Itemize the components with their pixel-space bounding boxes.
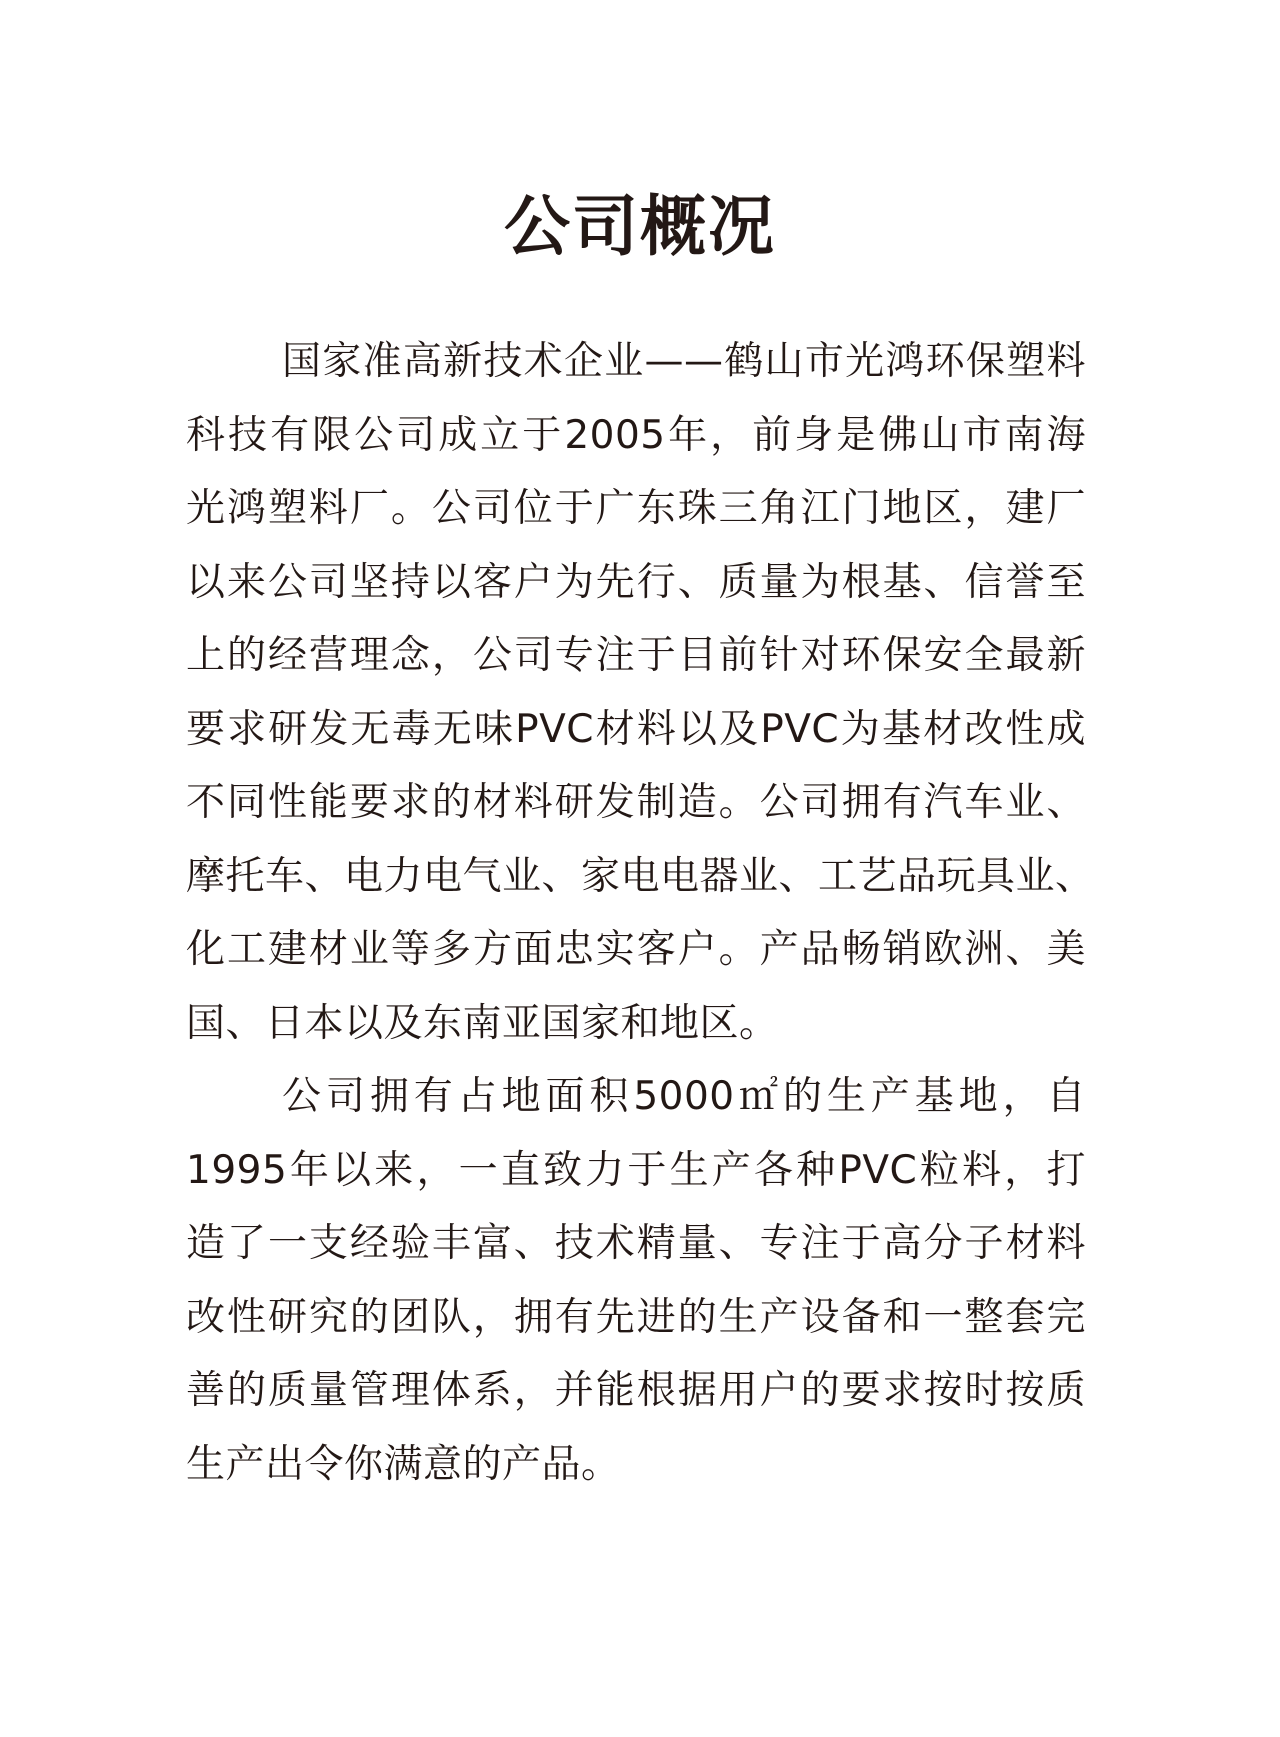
text-line: 上的经营理念，公司专注于目前针对环保安全最新	[186, 633, 1086, 678]
text-line: 化工建材业等多方面忠实客户。产品畅销欧洲、美	[186, 927, 1086, 972]
text-line: 造了一支经验丰富、技术精量、专注于高分子材料	[186, 1221, 1086, 1266]
text-line: 要求研发无毒无味PVC材料以及PVC为基材改性成	[186, 706, 1086, 752]
text-line: 公司拥有占地面积5000㎡的生产基地，自	[282, 1074, 1086, 1119]
page-title: 公司概况	[504, 188, 776, 265]
paragraph-company-intro	[186, 325, 1095, 1060]
text-line: 1995年以来，一直致力于生产各种PVC粒料，打	[186, 1147, 1086, 1193]
text-line: 生产出令你满意的产品。	[186, 1441, 621, 1487]
text-line: 光鸿塑料厂。公司位于广东珠三角江门地区，建厂	[186, 486, 1086, 531]
text-line: 不同性能要求的材料研发制造。公司拥有汽车业、	[186, 780, 1086, 825]
document-body	[186, 325, 1095, 1501]
paragraph-production-base	[186, 1060, 1086, 1501]
text-line: 科技有限公司成立于2005年，前身是佛山市南海	[186, 412, 1086, 458]
text-line: 以来公司坚持以客户为先行、质量为根基、信誉至	[186, 559, 1086, 605]
text-line: 改性研究的团队，拥有先进的生产设备和一整套完	[186, 1294, 1086, 1340]
text-line: 国家准高新技术企业——鹤山市光鸿环保塑料	[282, 339, 1086, 384]
text-line: 摩托车、电力电气业、家电电器业、工艺品玩具业、	[186, 853, 1095, 899]
text-line: 善的质量管理体系，并能根据用户的要求按时按质	[186, 1368, 1086, 1413]
text-line: 国、日本以及东南亚国家和地区。	[186, 1000, 779, 1046]
